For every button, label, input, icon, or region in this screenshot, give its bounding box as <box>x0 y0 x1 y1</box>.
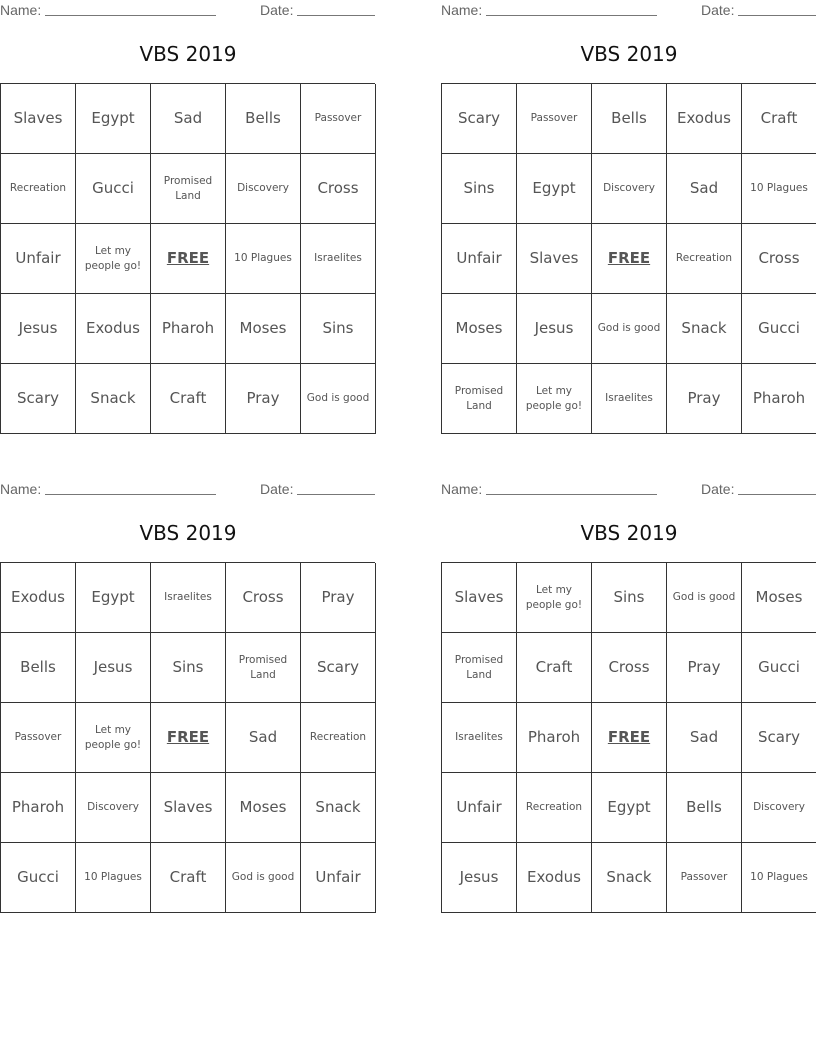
name-line[interactable] <box>486 2 657 16</box>
name-label: Name: <box>0 481 42 497</box>
bingo-cell[interactable]: Egypt <box>76 563 151 633</box>
bingo-cell[interactable]: Exodus <box>76 294 151 364</box>
card-title: VBS 2019 <box>580 521 678 545</box>
date-line[interactable] <box>738 481 816 495</box>
bingo-cell[interactable]: Israelites <box>442 703 517 773</box>
bingo-cell[interactable]: Unfair <box>1 224 76 294</box>
bingo-cell[interactable]: 10 Plagues <box>742 843 816 913</box>
bingo-cell[interactable]: Cross <box>592 633 667 703</box>
bingo-cell[interactable]: Discovery <box>742 773 816 843</box>
bingo-grid <box>441 562 816 913</box>
bingo-cell[interactable]: Discovery <box>76 773 151 843</box>
bingo-cell[interactable]: Promised Land <box>442 633 517 703</box>
bingo-cell[interactable]: Moses <box>226 294 301 364</box>
date-line[interactable] <box>297 481 375 495</box>
bingo-cell[interactable]: Discovery <box>592 154 667 224</box>
date-field[interactable] <box>701 2 816 18</box>
bingo-cell[interactable]: Passover <box>667 843 742 913</box>
bingo-cell[interactable]: Craft <box>151 364 226 434</box>
card-title: VBS 2019 <box>139 42 237 66</box>
bingo-cell[interactable]: Promised Land <box>226 633 301 703</box>
bingo-cell[interactable]: Unfair <box>442 773 517 843</box>
bingo-cell[interactable]: Unfair <box>442 224 517 294</box>
bingo-cell[interactable]: Pray <box>667 633 742 703</box>
bingo-cell[interactable]: Recreation <box>667 224 742 294</box>
date-label: Date: <box>701 2 735 18</box>
bingo-cell[interactable]: Jesus <box>1 294 76 364</box>
bingo-cell[interactable]: Pharoh <box>1 773 76 843</box>
bingo-cell[interactable]: Recreation <box>517 773 592 843</box>
bingo-cell[interactable]: Gucci <box>742 633 816 703</box>
bingo-cell[interactable]: Israelites <box>301 224 376 294</box>
bingo-cell[interactable]: Exodus <box>667 84 742 154</box>
bingo-cell[interactable]: Unfair <box>301 843 376 913</box>
bingo-cell[interactable]: Let my people go! <box>517 563 592 633</box>
bingo-cell[interactable]: Pray <box>301 563 376 633</box>
bingo-cell[interactable]: Slaves <box>1 84 76 154</box>
bingo-cell[interactable]: Passover <box>301 84 376 154</box>
date-field[interactable] <box>701 481 816 497</box>
date-label: Date: <box>260 2 294 18</box>
bingo-grid <box>0 562 375 913</box>
card-header <box>0 479 376 501</box>
bingo-cell[interactable]: Snack <box>592 843 667 913</box>
bingo-cell[interactable]: Bells <box>1 633 76 703</box>
bingo-cell[interactable]: Promised Land <box>151 154 226 224</box>
date-label: Date: <box>701 481 735 497</box>
bingo-cell[interactable]: Bells <box>592 84 667 154</box>
bingo-cell[interactable]: God is good <box>667 563 742 633</box>
name-line[interactable] <box>486 481 657 495</box>
bingo-cell[interactable]: Craft <box>151 843 226 913</box>
bingo-cell[interactable]: Snack <box>667 294 742 364</box>
name-field[interactable] <box>0 2 216 18</box>
bingo-cell[interactable]: Recreation <box>1 154 76 224</box>
bingo-cell[interactable]: Pray <box>226 364 301 434</box>
bingo-cell[interactable]: Sad <box>667 154 742 224</box>
card-title: VBS 2019 <box>580 42 678 66</box>
bingo-cell[interactable]: God is good <box>226 843 301 913</box>
bingo-cell[interactable]: Snack <box>76 364 151 434</box>
bingo-cell[interactable]: God is good <box>301 364 376 434</box>
bingo-cell[interactable]: Egypt <box>592 773 667 843</box>
bingo-cell[interactable]: Passover <box>1 703 76 773</box>
free-space-cell[interactable]: FREE <box>592 703 667 773</box>
name-line[interactable] <box>45 2 216 16</box>
bingo-cell[interactable]: Exodus <box>1 563 76 633</box>
bingo-cell[interactable]: Sins <box>442 154 517 224</box>
card-header <box>0 0 376 22</box>
bingo-cell[interactable]: Scary <box>442 84 517 154</box>
bingo-cell[interactable]: Sins <box>151 633 226 703</box>
bingo-cell[interactable]: Israelites <box>592 364 667 434</box>
bingo-cell[interactable]: Moses <box>226 773 301 843</box>
name-label: Name: <box>441 481 483 497</box>
bingo-cell[interactable]: Sad <box>667 703 742 773</box>
bingo-cell[interactable]: Passover <box>517 84 592 154</box>
bingo-cell[interactable]: Gucci <box>76 154 151 224</box>
bingo-cell[interactable]: Cross <box>301 154 376 224</box>
free-space-cell[interactable]: FREE <box>151 703 226 773</box>
bingo-card-3 <box>0 479 376 919</box>
bingo-cell[interactable]: 10 Plagues <box>76 843 151 913</box>
bingo-card-2 <box>441 0 816 440</box>
bingo-cell[interactable]: Cross <box>742 224 816 294</box>
bingo-cell[interactable]: Moses <box>442 294 517 364</box>
name-field[interactable] <box>0 481 216 497</box>
bingo-cell[interactable]: Jesus <box>442 843 517 913</box>
bingo-cell[interactable]: Egypt <box>517 154 592 224</box>
bingo-cell[interactable]: Recreation <box>301 703 376 773</box>
bingo-cell[interactable]: Gucci <box>742 294 816 364</box>
bingo-cell[interactable]: Scary <box>1 364 76 434</box>
bingo-cell[interactable]: Let my people go! <box>76 224 151 294</box>
bingo-cell[interactable]: Let my people go! <box>76 703 151 773</box>
bingo-cell[interactable]: Promised Land <box>442 364 517 434</box>
bingo-cell[interactable]: Let my people go! <box>517 364 592 434</box>
bingo-cell[interactable]: Jesus <box>517 294 592 364</box>
bingo-cell[interactable]: Slaves <box>517 224 592 294</box>
bingo-cell[interactable]: Cross <box>226 563 301 633</box>
card-title: VBS 2019 <box>139 521 237 545</box>
bingo-cell[interactable]: Pharoh <box>517 703 592 773</box>
bingo-cell[interactable]: God is good <box>592 294 667 364</box>
bingo-cell[interactable]: Sad <box>151 84 226 154</box>
name-label: Name: <box>0 2 42 18</box>
free-space-cell[interactable]: FREE <box>151 224 226 294</box>
bingo-cell[interactable]: Sins <box>592 563 667 633</box>
bingo-cell[interactable]: Pharoh <box>151 294 226 364</box>
bingo-card-1 <box>0 0 376 440</box>
date-line[interactable] <box>297 2 375 16</box>
bingo-cell[interactable]: Egypt <box>76 84 151 154</box>
bingo-cell[interactable]: Craft <box>517 633 592 703</box>
bingo-grid <box>0 83 375 434</box>
bingo-cell[interactable]: Exodus <box>517 843 592 913</box>
card-header <box>441 479 816 501</box>
name-label: Name: <box>441 2 483 18</box>
bingo-cell[interactable]: Slaves <box>151 773 226 843</box>
bingo-cell[interactable]: Gucci <box>1 843 76 913</box>
date-field[interactable] <box>260 2 375 18</box>
bingo-cell[interactable]: Scary <box>301 633 376 703</box>
bingo-cell[interactable]: Craft <box>742 84 816 154</box>
bingo-cell[interactable]: Sins <box>301 294 376 364</box>
bingo-card-4 <box>441 479 816 919</box>
bingo-cell[interactable]: Pharoh <box>742 364 816 434</box>
name-line[interactable] <box>45 481 216 495</box>
bingo-cell[interactable]: Discovery <box>226 154 301 224</box>
bingo-cell[interactable]: Scary <box>742 703 816 773</box>
date-line[interactable] <box>738 2 816 16</box>
bingo-cell[interactable]: Israelites <box>151 563 226 633</box>
bingo-cell[interactable]: Slaves <box>442 563 517 633</box>
name-field[interactable] <box>441 481 657 497</box>
bingo-cell[interactable]: Bells <box>226 84 301 154</box>
bingo-cell[interactable]: Sad <box>226 703 301 773</box>
bingo-grid <box>441 83 816 434</box>
free-space-cell[interactable]: FREE <box>592 224 667 294</box>
bingo-cell[interactable]: Jesus <box>76 633 151 703</box>
name-field[interactable] <box>441 2 657 18</box>
bingo-cell[interactable]: Moses <box>742 563 816 633</box>
bingo-cell[interactable]: Snack <box>301 773 376 843</box>
bingo-cell[interactable]: Bells <box>667 773 742 843</box>
date-field[interactable] <box>260 481 375 497</box>
date-label: Date: <box>260 481 294 497</box>
card-header <box>441 0 816 22</box>
bingo-cell[interactable]: 10 Plagues <box>226 224 301 294</box>
bingo-cell[interactable]: Pray <box>667 364 742 434</box>
bingo-cell[interactable]: 10 Plagues <box>742 154 816 224</box>
